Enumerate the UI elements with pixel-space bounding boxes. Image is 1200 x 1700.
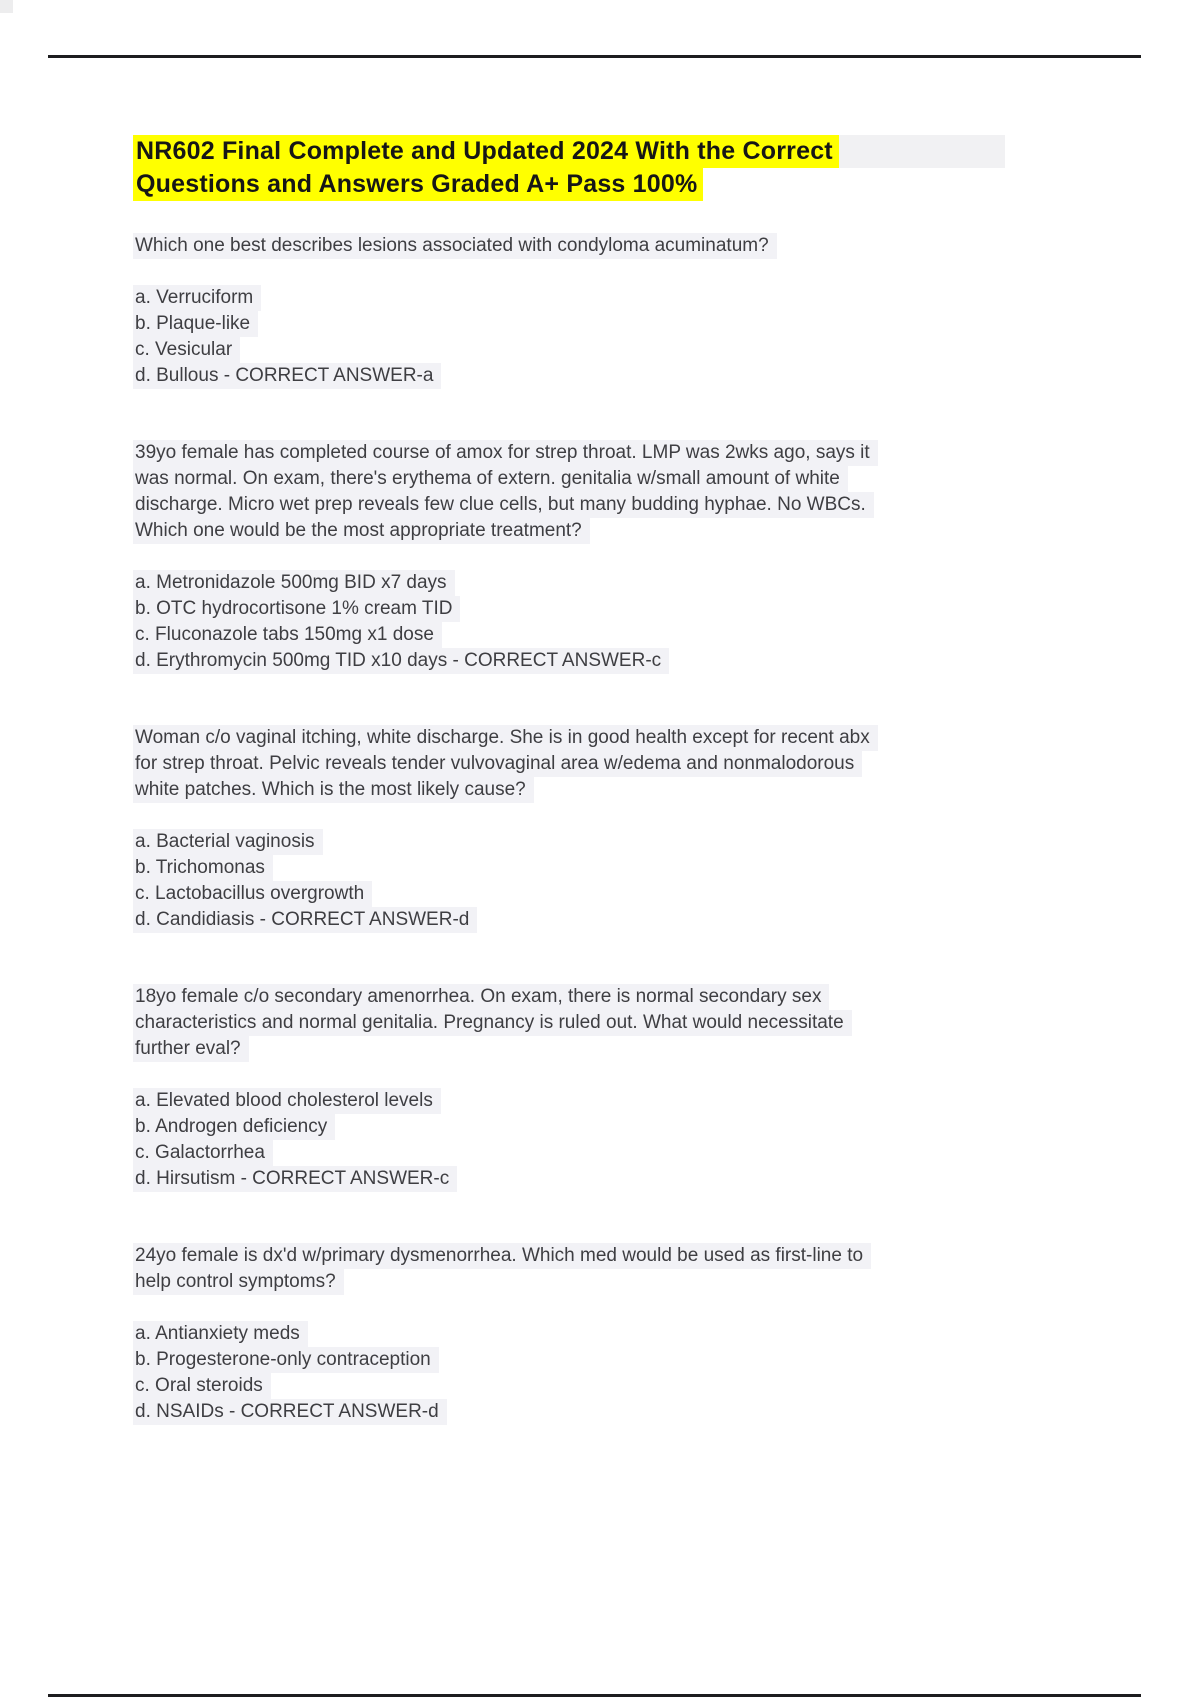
question-prompt [133, 725, 1005, 803]
title-highlight-2: Questions and Answers Graded A+ Pass 100% [133, 168, 703, 201]
option-line-text: c. Vesicular [133, 337, 240, 363]
option-line-text: a. Elevated blood cholesterol levels [133, 1088, 441, 1114]
prompt-line-text: 18yo female c/o secondary amenorrhea. On exam, there is normal secondary sex [133, 984, 829, 1010]
option-line [133, 1321, 1005, 1347]
prompt-line [133, 518, 1005, 544]
prompt-line [133, 1269, 1005, 1295]
prompt-line-text: further eval? [133, 1036, 249, 1062]
prompt-line [133, 984, 1005, 1010]
prompt-line-text: for strep throat. Pelvic reveals tender vulvovaginal area w/edema and nonmalodorous [133, 751, 862, 777]
option-line-text: a. Verruciform [133, 285, 261, 311]
prompt-line [133, 466, 1005, 492]
prompt-line-text: help control symptoms? [133, 1269, 344, 1295]
title-gray-extension [839, 135, 1005, 168]
option-line [133, 829, 1005, 855]
prompt-line [133, 1036, 1005, 1062]
questions-container [133, 233, 1005, 1425]
option-line-text: d. Erythromycin 500mg TID x10 days - CORRECT ANSWER-c [133, 648, 669, 674]
option-line [133, 1114, 1005, 1140]
option-line [133, 596, 1005, 622]
option-line-text: d. Hirsutism - CORRECT ANSWER-c [133, 1166, 457, 1192]
option-line-text: a. Antianxiety meds [133, 1321, 308, 1347]
option-line-text: c. Lactobacillus overgrowth [133, 881, 372, 907]
prompt-line [133, 777, 1005, 803]
prompt-line-text: white patches. Which is the most likely cause? [133, 777, 534, 803]
prompt-line [133, 1243, 1005, 1269]
options-list [133, 1321, 1005, 1425]
option-line [133, 855, 1005, 881]
prompt-line [133, 440, 1005, 466]
title-highlight-1: NR602 Final Complete and Updated 2024 With the Correct [133, 135, 839, 168]
option-line [133, 570, 1005, 596]
option-line-text: b. Androgen deficiency [133, 1114, 335, 1140]
prompt-line [133, 725, 1005, 751]
prompt-line-text: 39yo female has completed course of amox for strep throat. LMP was 2wks ago, says it [133, 440, 878, 466]
option-line-text: b. Progesterone-only contraception [133, 1347, 439, 1373]
option-line [133, 1373, 1005, 1399]
prompt-line [133, 492, 1005, 518]
option-line [133, 1347, 1005, 1373]
question-block [133, 725, 1005, 933]
document-title [133, 135, 1005, 201]
option-line-text: c. Galactorrhea [133, 1140, 273, 1166]
prompt-line-text: characteristics and normal genitalia. Pregnancy is ruled out. What would necessitate [133, 1010, 852, 1036]
option-line-text: c. Fluconazole tabs 150mg x1 dose [133, 622, 442, 648]
option-line [133, 311, 1005, 337]
document-content [133, 135, 1005, 1425]
question-block [133, 233, 1005, 389]
option-line-text: d. NSAIDs - CORRECT ANSWER-d [133, 1399, 447, 1425]
prompt-line [133, 233, 1005, 259]
option-line-text: a. Bacterial vaginosis [133, 829, 323, 855]
question-block [133, 984, 1005, 1192]
prompt-line [133, 751, 1005, 777]
option-line [133, 337, 1005, 363]
option-line [133, 1166, 1005, 1192]
option-line-text: b. Trichomonas [133, 855, 273, 881]
option-line-text: d. Candidiasis - CORRECT ANSWER-d [133, 907, 477, 933]
prompt-line-text: 24yo female is dx'd w/primary dysmenorrhea. Which med would be used as first-line to [133, 1243, 871, 1269]
options-list [133, 285, 1005, 389]
title-line-1 [133, 135, 1005, 168]
option-line-text: a. Metronidazole 500mg BID x7 days [133, 570, 455, 596]
prompt-line [133, 1010, 1005, 1036]
question-prompt [133, 233, 1005, 259]
top-rule [48, 55, 1141, 58]
question-prompt [133, 1243, 1005, 1295]
bottom-rule [48, 1694, 1141, 1697]
prompt-line-text: Woman c/o vaginal itching, white discharge. She is in good health except for recent abx [133, 725, 878, 751]
option-line [133, 907, 1005, 933]
prompt-line-text: Which one best describes lesions associated with condyloma acuminatum? [133, 233, 777, 259]
prompt-line-text: was normal. On exam, there's erythema of extern. genitalia w/small amount of white [133, 466, 848, 492]
options-list [133, 1088, 1005, 1192]
option-line [133, 1140, 1005, 1166]
option-line [133, 881, 1005, 907]
corner-mark [0, 0, 13, 13]
option-line-text: c. Oral steroids [133, 1373, 271, 1399]
question-prompt [133, 984, 1005, 1062]
option-line [133, 363, 1005, 389]
options-list [133, 570, 1005, 674]
option-line [133, 622, 1005, 648]
option-line-text: b. OTC hydrocortisone 1% cream TID [133, 596, 460, 622]
option-line-text: d. Bullous - CORRECT ANSWER-a [133, 363, 441, 389]
title-line-2 [133, 168, 1005, 201]
option-line [133, 1399, 1005, 1425]
question-block [133, 1243, 1005, 1425]
option-line [133, 648, 1005, 674]
options-list [133, 829, 1005, 933]
option-line-text: b. Plaque-like [133, 311, 258, 337]
question-prompt [133, 440, 1005, 544]
option-line [133, 285, 1005, 311]
prompt-line-text: Which one would be the most appropriate treatment? [133, 518, 590, 544]
question-block [133, 440, 1005, 674]
prompt-line-text: discharge. Micro wet prep reveals few clue cells, but many budding hyphae. No WBCs. [133, 492, 874, 518]
option-line [133, 1088, 1005, 1114]
